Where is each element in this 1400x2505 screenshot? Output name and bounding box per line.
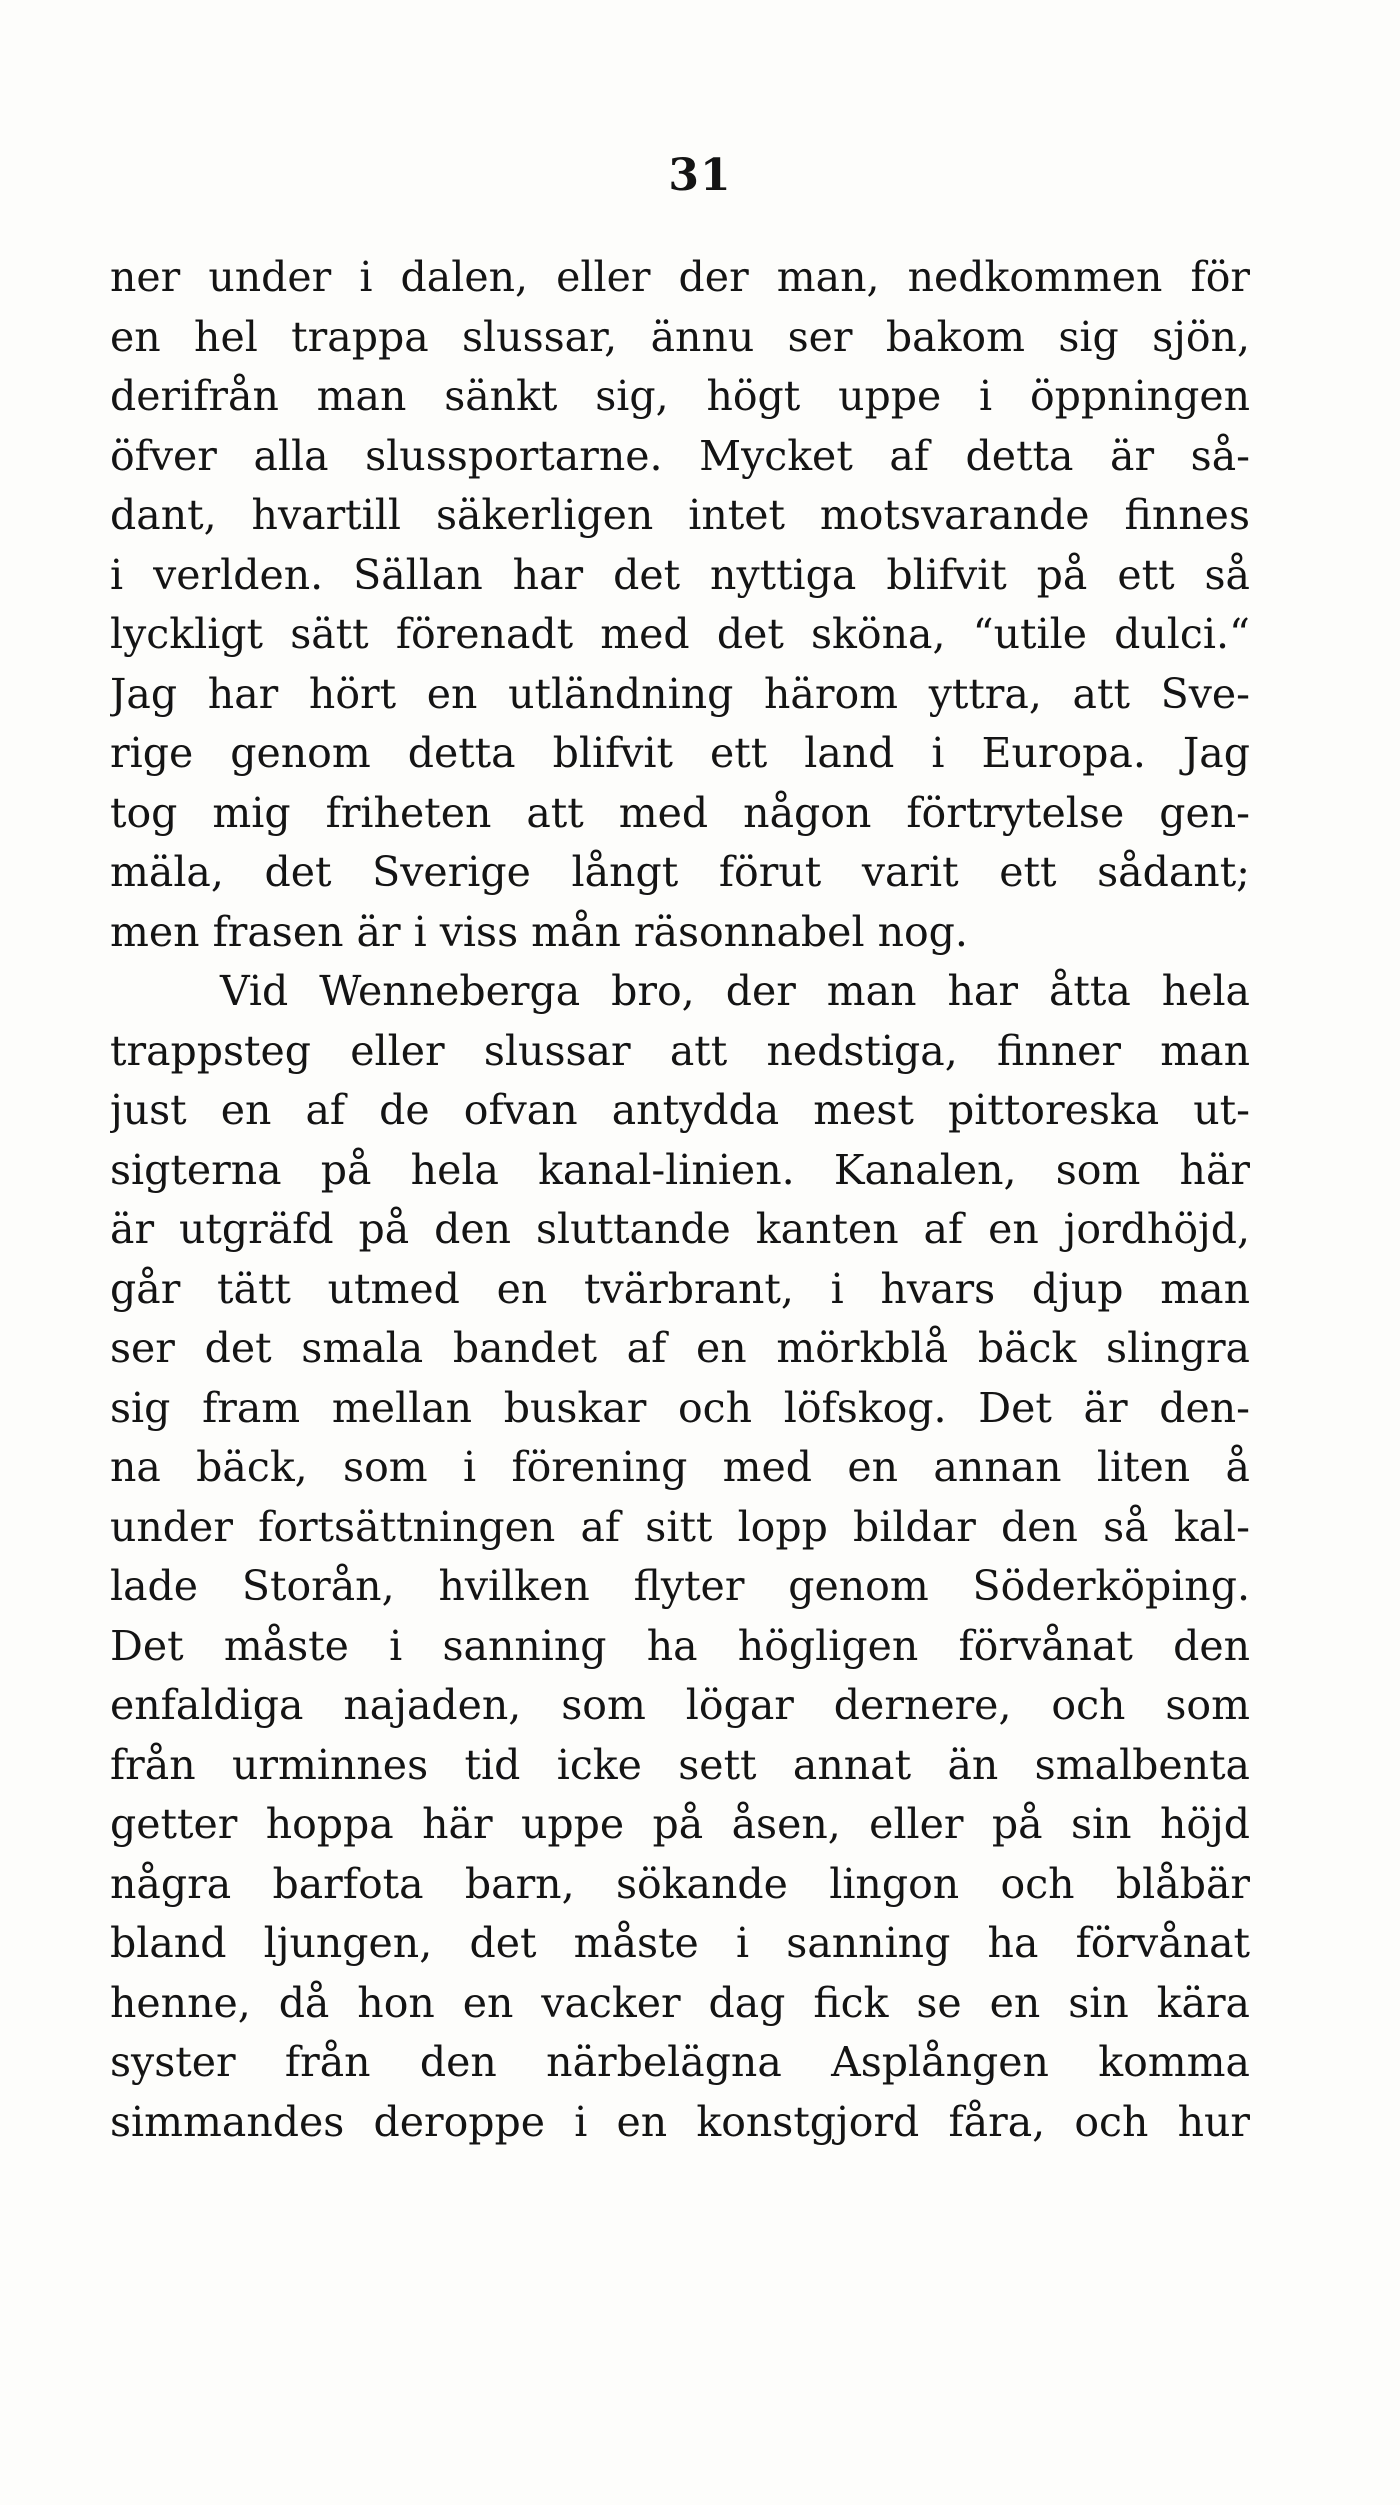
text-line: Jag har hört en utländning härom yttra, att Sve- [110, 669, 1250, 718]
text-line: sigterna på hela kanal-linien. Kanalen, som här [110, 1145, 1250, 1194]
body-text [110, 248, 1250, 2152]
text-line: några barfota barn, sökande lingon och blåbär [110, 1859, 1250, 1908]
text-line: öfver alla slussportarne. Mycket af detta är så- [110, 431, 1250, 480]
text-line: i verlden. Sällan har det nyttiga blifvit på ett så [110, 550, 1250, 599]
text-line: rige genom detta blifvit ett land i Europa. Jag [110, 729, 1250, 777]
page-number: 31 [668, 150, 732, 201]
text-line: trappsteg eller slussar att nedstiga, finner man [110, 1026, 1250, 1075]
text-line: lade Storån, hvilken flyter genom Söderköping. [110, 1562, 1250, 1610]
text-line: tog mig friheten att med någon förtrytelse gen- [110, 788, 1250, 837]
text-line: just en af de ofvan antydda mest pittoreska ut- [110, 1086, 1250, 1134]
text-line: ner under i dalen, eller der man, nedkommen för [110, 253, 1250, 301]
paragraph-end-line: men frasen är i viss mån räsonnabel nog. [110, 907, 968, 956]
text-line: går tätt utmed en tvärbrant, i hvars djup man [110, 1264, 1250, 1313]
text-line: syster från den närbelägna Asplången komma [110, 2038, 1250, 2086]
text-line: Det måste i sanning ha högligen förvånat den [110, 1621, 1250, 1670]
text-line: är utgräfd på den sluttande kanten af en jordhöjd, [110, 1205, 1250, 1253]
text-line: en hel trappa slussar, ännu ser bakom sig sjön, [110, 312, 1250, 361]
text-line: ser det smala bandet af en mörkblå bäck slingra [110, 1324, 1250, 1372]
text-line: under fortsättningen af sitt lopp bildar den så kal- [110, 1502, 1250, 1551]
text-line: från urminnes tid icke sett annat än smalbenta [110, 1740, 1250, 1789]
text-line: derifrån man sänkt sig, högt uppe i öppningen [110, 372, 1250, 420]
text-line: getter hoppa här uppe på åsen, eller på sin höjd [110, 1800, 1250, 1848]
text-line: sig fram mellan buskar och löfskog. Det är den- [110, 1383, 1250, 1432]
text-line: enfaldiga najaden, som lögar dernere, och som [110, 1681, 1250, 1729]
text-line: simmandes deroppe i en konstgjord fåra, och hur [110, 2097, 1250, 2146]
text-line: na bäck, som i förening med en annan liten å [110, 1443, 1250, 1491]
text-line: lyckligt sätt förenadt med det sköna, “utile dulci.“ [110, 610, 1250, 658]
paragraph-start-line: Vid Wenneberga bro, der man har åtta hela [220, 967, 1250, 1015]
text-line: dant, hvartill säkerligen intet motsvarande finnes [110, 491, 1250, 539]
text-line: henne, då hon en vacker dag fick se en sin kära [110, 1978, 1250, 2027]
text-line: mäla, det Sverige långt förut varit ett sådant; [110, 848, 1250, 896]
text-line: bland ljungen, det måste i sanning ha förvånat [110, 1919, 1250, 1967]
